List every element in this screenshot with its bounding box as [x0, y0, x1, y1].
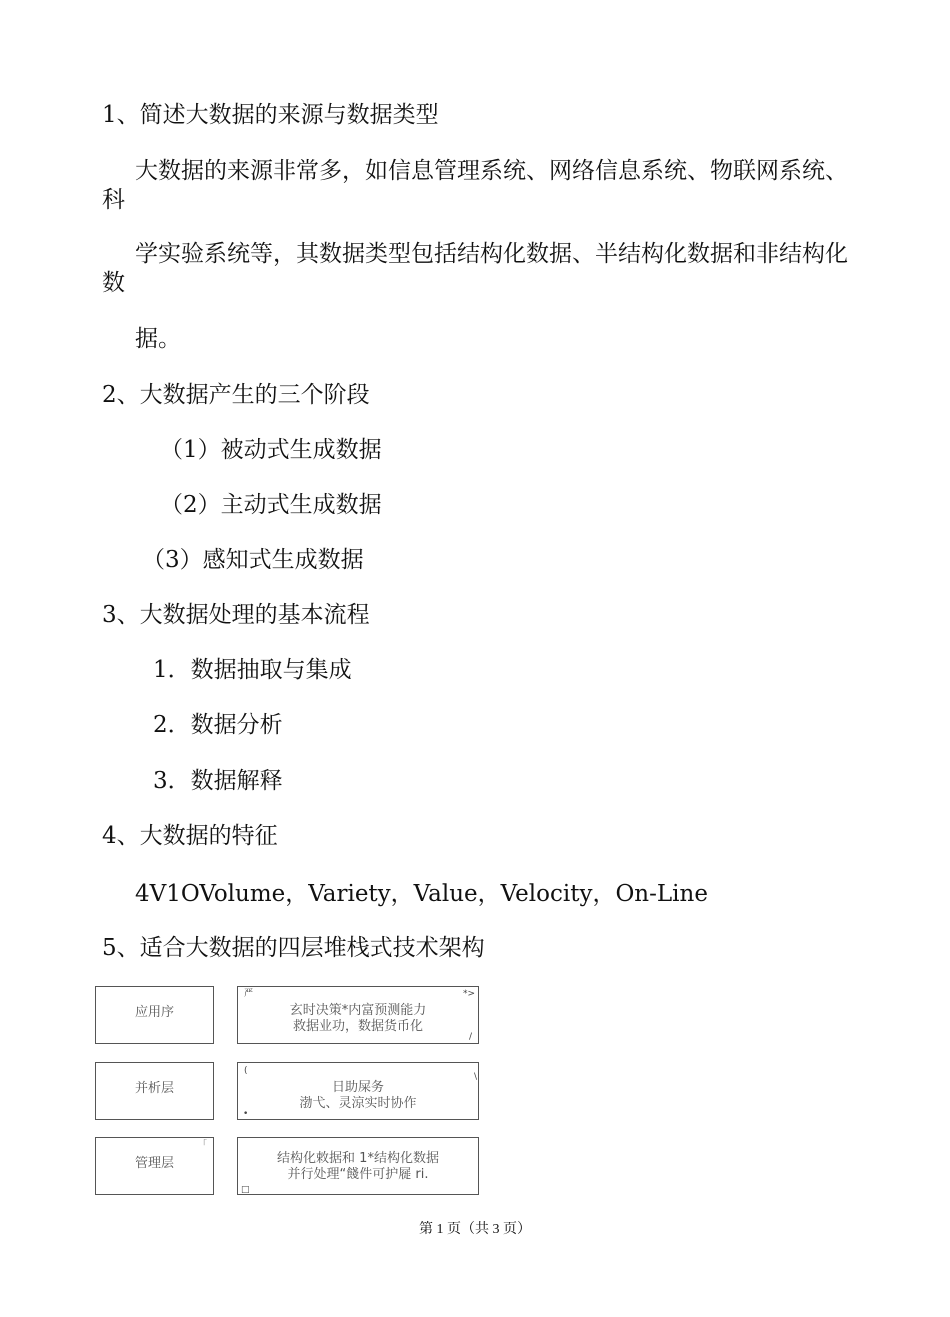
list-item: （1）被动式生成数据	[160, 437, 382, 463]
section-1-paragraph-line: 据。	[135, 326, 181, 352]
section-5-heading: 5、适合大数据的四层堆栈式技术架构	[102, 935, 485, 961]
layer-description-line: 日助屎务	[331, 1080, 384, 1095]
list-item: 3．数据解释	[153, 768, 283, 794]
scan-artifact-mark: (	[244, 1066, 248, 1076]
list-item: （2）主动式生成数据	[160, 492, 382, 518]
layer-description-line: 并行处理“餞件可护屣 ri.	[287, 1167, 429, 1182]
layer-description-box	[237, 1062, 479, 1120]
scan-artifact-mark: 严	[244, 989, 254, 999]
section-1-paragraph-line: 科	[102, 187, 125, 213]
section-1-paragraph-line: 学实验系统等，其数据类型包括结构化数据、半结构化数据和非结构化	[135, 241, 848, 267]
layer-label-box	[95, 1137, 214, 1195]
layer-label: 并析层	[134, 1081, 174, 1096]
scan-artifact-mark: •	[243, 1109, 249, 1119]
section-1-paragraph-line: 数	[102, 270, 125, 296]
scan-artifact-mark: /	[469, 1032, 473, 1042]
layer-description-line: 救据业功，数据货币化	[292, 1019, 423, 1034]
layer-description-line: 玄时决策*内富预测能力	[289, 1003, 427, 1018]
page-footer: 第 1 页（共 3 页）	[419, 1222, 531, 1237]
section-1-paragraph-line: 大数据的来源非常多，如信息管理系统、网络信息系统、物联网系统、	[135, 158, 848, 184]
list-item: 1．数据抽取与集成	[153, 657, 352, 683]
scan-artifact-mark: □	[241, 1185, 250, 1195]
scan-artifact-mark: \	[474, 1072, 478, 1082]
layer-description-box	[237, 986, 479, 1044]
layer-label: 管理层	[134, 1156, 174, 1171]
layer-description-box	[237, 1137, 479, 1195]
section-4-heading: 4、大数据的特征	[102, 823, 278, 849]
layer-label-box	[95, 1062, 214, 1120]
list-item: 2．数据分析	[153, 712, 283, 738]
section-1-heading: 1、简述大数据的来源与数据类型	[102, 102, 439, 128]
scan-artifact-mark: 「	[198, 1140, 208, 1150]
section-2-heading: 2、大数据产生的三个阶段	[102, 382, 370, 408]
layer-description-line: 结构化敕据和 1*结构化数据	[277, 1151, 439, 1166]
section-4-features-text: 4V1OVolume，Variety，Value，Velocity，On-Line	[135, 881, 708, 907]
layer-description-line: 渤弋、灵涼实时协作	[299, 1096, 417, 1111]
layer-label: 应用序	[134, 1005, 174, 1020]
list-item: （3）感知式生成数据	[142, 547, 364, 573]
scan-artifact-mark: *>	[463, 989, 476, 999]
section-3-heading: 3、大数据处理的基本流程	[102, 602, 370, 628]
layer-label-box	[95, 986, 214, 1044]
